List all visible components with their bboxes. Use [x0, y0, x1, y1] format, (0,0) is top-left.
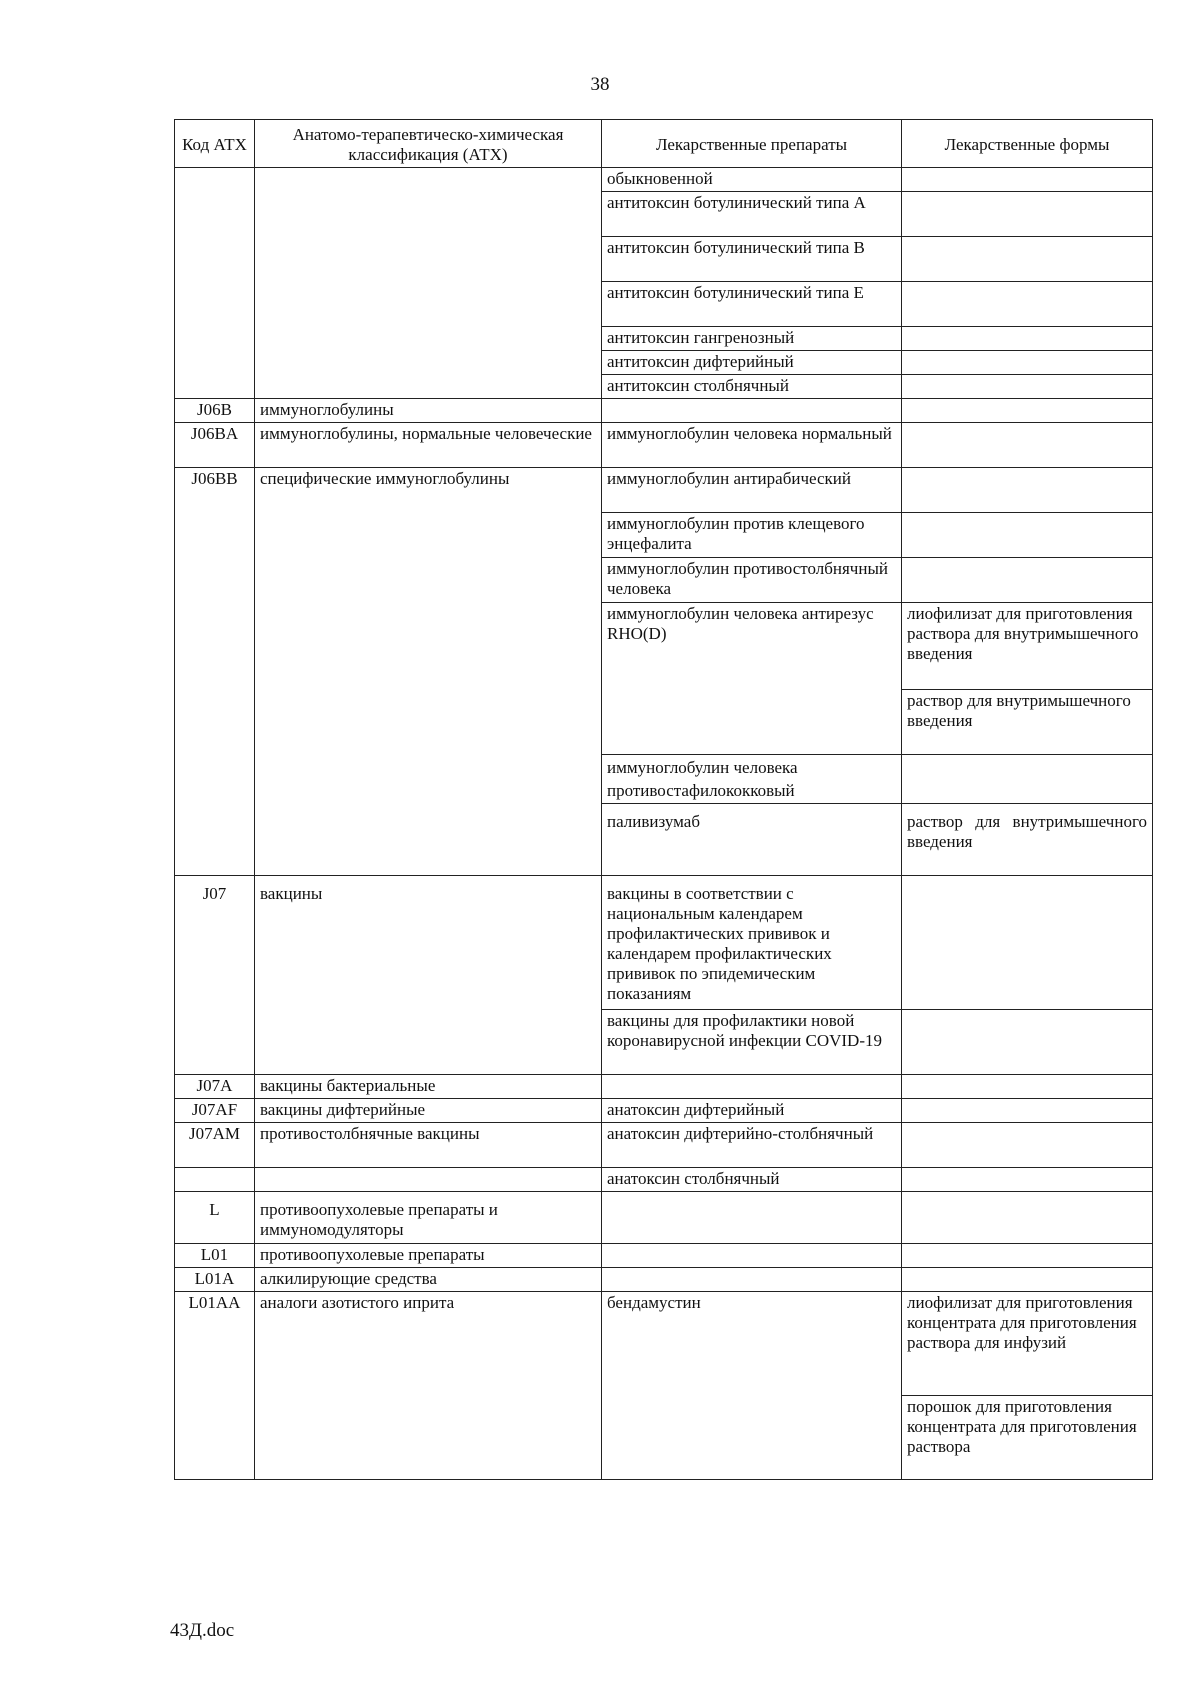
drug-cell: обыкновенной	[602, 168, 902, 192]
drug-cell: антитоксин гангренозный	[602, 327, 902, 351]
table-header-row	[175, 120, 1153, 168]
drug-cell: иммуноглобулин антирабический	[602, 468, 902, 513]
table-row	[175, 1075, 1153, 1099]
header-atc: Анатомо-терапевтическо-химическая классификация (АТХ)	[255, 120, 602, 168]
atc-classification-table	[174, 119, 1153, 1480]
code-cell	[175, 1168, 255, 1192]
atc-cell: вакцины бактериальные	[255, 1075, 602, 1099]
code-cell	[175, 168, 255, 399]
form-cell	[902, 1075, 1153, 1099]
table-row	[175, 1268, 1153, 1292]
atc-cell: противостолбнячные вакцины	[255, 1123, 602, 1168]
drug-cell: вакцины для профилактики новой коронавирусной инфекции COVID-19	[602, 1010, 902, 1075]
form-cell	[902, 1192, 1153, 1244]
drug-cell	[602, 1075, 902, 1099]
atc-cell: вакцины дифтерийные	[255, 1099, 602, 1123]
header-code: Код АТХ	[175, 120, 255, 168]
drug-cell	[602, 399, 902, 423]
table-row	[175, 168, 1153, 192]
form-cell	[902, 1010, 1153, 1075]
drug-cell: анатоксин дифтерийно-столбнячный	[602, 1123, 902, 1168]
table-row	[175, 1244, 1153, 1268]
table-row	[175, 399, 1153, 423]
code-cell: J07A	[175, 1075, 255, 1099]
drug-cell: антитоксин столбнячный	[602, 375, 902, 399]
form-cell	[902, 282, 1153, 327]
table-row	[175, 1292, 1153, 1396]
table-row	[175, 1099, 1153, 1123]
code-cell: J06BB	[175, 468, 255, 876]
drug-cell: анатоксин дифтерийный	[602, 1099, 902, 1123]
form-cell	[902, 351, 1153, 375]
atc-cell	[255, 168, 602, 399]
table-row	[175, 876, 1153, 1010]
form-cell	[902, 755, 1153, 804]
drug-cell: антитоксин дифтерийный	[602, 351, 902, 375]
drug-cell: бендамустин	[602, 1292, 902, 1480]
form-cell	[902, 1268, 1153, 1292]
drug-cell	[602, 1192, 902, 1244]
drug-cell: иммуноглобулин человека противостафилококковый	[602, 755, 902, 804]
atc-cell	[255, 1168, 602, 1192]
form-cell	[902, 513, 1153, 558]
atc-cell: вакцины	[255, 876, 602, 1075]
drug-cell: анатоксин столбнячный	[602, 1168, 902, 1192]
form-cell: лиофилизат для приготовления раствора для внутримышечного введения	[902, 603, 1153, 690]
drug-cell	[602, 1244, 902, 1268]
drug-cell: антитоксин ботулинический типа В	[602, 237, 902, 282]
atc-cell: противоопухолевые препараты	[255, 1244, 602, 1268]
drug-cell: вакцины в соответствии с национальным календарем профилактических прививок и календарем профилактических прививок по эпидемическим показаниям	[602, 876, 902, 1010]
atc-cell: иммуноглобулины	[255, 399, 602, 423]
document-filename: 43Д.doc	[170, 1620, 235, 1641]
drug-cell: паливизумаб	[602, 804, 902, 876]
form-cell	[902, 558, 1153, 603]
code-cell: L01	[175, 1244, 255, 1268]
form-cell	[902, 876, 1153, 1010]
page-number: 38	[590, 74, 610, 95]
header-drugs: Лекарственные препараты	[602, 120, 902, 168]
form-cell	[902, 237, 1153, 282]
atc-cell: иммуноглобулины, нормальные человеческие	[255, 423, 602, 468]
form-cell	[902, 192, 1153, 237]
form-cell	[902, 423, 1153, 468]
atc-cell: аналоги азотистого иприта	[255, 1292, 602, 1480]
drug-cell: иммуноглобулин против клещевого энцефалита	[602, 513, 902, 558]
table-row	[175, 468, 1153, 513]
drug-cell: иммуноглобулин человека антирезус RHO(D)	[602, 603, 902, 755]
form-cell	[902, 168, 1153, 192]
form-cell	[902, 1244, 1153, 1268]
table-row	[175, 1168, 1153, 1192]
drug-cell: иммуноглобулин противостолбнячный человека	[602, 558, 902, 603]
code-cell: J07AM	[175, 1123, 255, 1168]
form-cell: раствор для внутримышечного введения	[902, 690, 1153, 755]
code-cell: L	[175, 1192, 255, 1244]
form-cell: лиофилизат для приготовления концентрата для приготовления раствора для инфузий	[902, 1292, 1153, 1396]
atc-cell: противоопухолевые препараты и иммуномодуляторы	[255, 1192, 602, 1244]
table-row	[175, 1192, 1153, 1244]
atc-cell: специфические иммуноглобулины	[255, 468, 602, 876]
code-cell: L01AA	[175, 1292, 255, 1480]
table-row	[175, 1123, 1153, 1168]
atc-cell: алкилирующие средства	[255, 1268, 602, 1292]
form-cell	[902, 375, 1153, 399]
code-cell: J07AF	[175, 1099, 255, 1123]
form-cell	[902, 327, 1153, 351]
form-cell	[902, 399, 1153, 423]
header-forms: Лекарственные формы	[902, 120, 1153, 168]
form-cell	[902, 468, 1153, 513]
code-cell: J06B	[175, 399, 255, 423]
code-cell: J07	[175, 876, 255, 1075]
drug-cell	[602, 1268, 902, 1292]
form-cell: раствор для внутримышечного введения	[902, 804, 1153, 876]
drug-cell: антитоксин ботулинический типа А	[602, 192, 902, 237]
table-row	[175, 423, 1153, 468]
drug-cell: антитоксин ботулинический типа Е	[602, 282, 902, 327]
form-cell: порошок для приготовления концентрата для приготовления раствора	[902, 1396, 1153, 1480]
drug-cell: иммуноглобулин человека нормальный	[602, 423, 902, 468]
form-cell	[902, 1168, 1153, 1192]
code-cell: L01A	[175, 1268, 255, 1292]
form-cell	[902, 1123, 1153, 1168]
code-cell: J06BA	[175, 423, 255, 468]
form-cell	[902, 1099, 1153, 1123]
